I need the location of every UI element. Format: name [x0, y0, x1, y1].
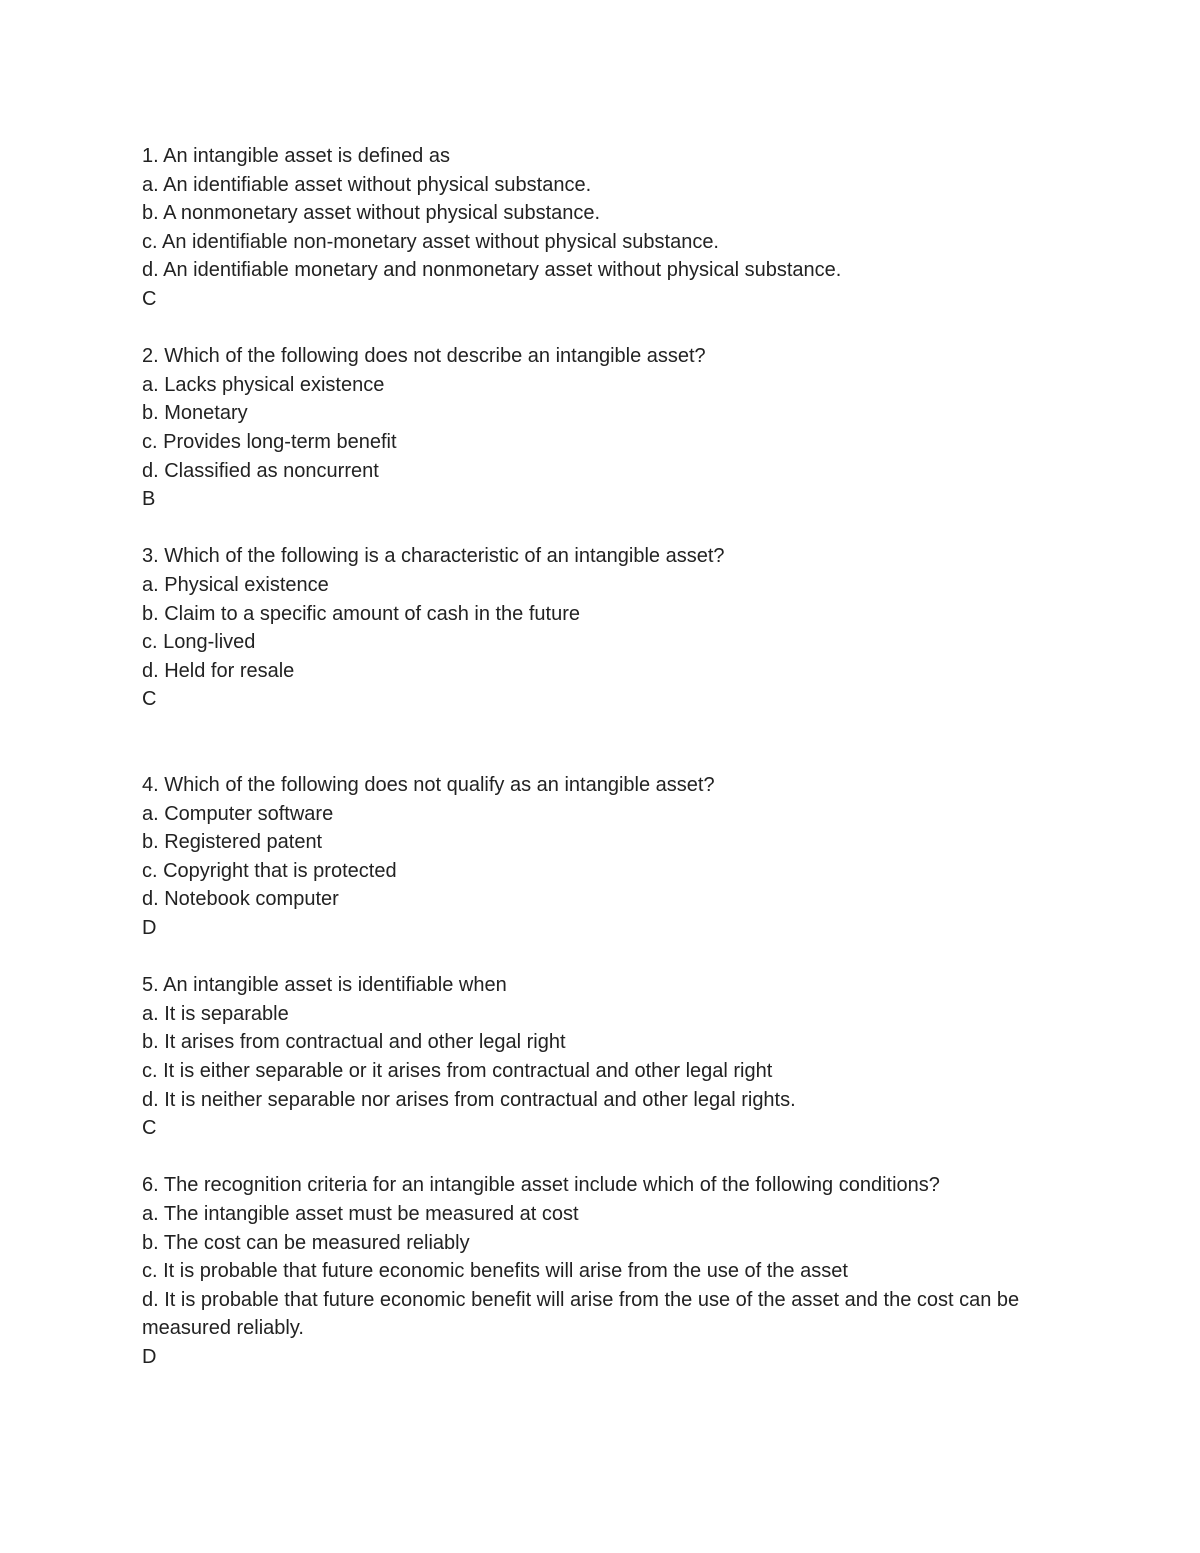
document-content [142, 142, 1042, 1372]
option-d: d. It is neither separable nor arises from contractual and other legal rights. [142, 1088, 796, 1111]
question-block-3 [142, 542, 1042, 714]
option-b: b. Monetary [142, 402, 248, 425]
spacer [142, 714, 1042, 771]
option-b: b. Registered patent [142, 831, 323, 854]
question-text: 3. Which of the following is a characteristic of an intangible asset? [142, 545, 725, 568]
question-block-4 [142, 771, 1042, 943]
option-c: c. Provides long-term benefit [142, 430, 397, 453]
question-text: 1. An intangible asset is defined as [142, 145, 450, 167]
option-a: a. It is separable [142, 1002, 289, 1025]
option-a: a. Computer software [142, 802, 334, 825]
question-text: 5. An intangible asset is identifiable when [142, 974, 507, 997]
answer: D [142, 1345, 157, 1368]
question-block-2 [142, 342, 1042, 514]
option-c: c. It is probable that future economic benefits will arise from the use of the asset [142, 1260, 848, 1283]
option-d: d. Held for resale [142, 659, 295, 682]
option-c: c. It is either separable or it arises from contractual and other legal right [142, 1060, 773, 1082]
spacer [142, 314, 1042, 343]
option-b: b. The cost can be measured reliably [142, 1231, 470, 1254]
option-d: d. Classified as noncurrent [142, 459, 379, 482]
option-a: a. Physical existence [142, 573, 329, 596]
answer: B [142, 488, 156, 511]
question-block-5 [142, 971, 1042, 1143]
question-block-6 [142, 1171, 1042, 1371]
spacer [142, 1143, 1042, 1172]
spacer [142, 943, 1042, 972]
option-a: a. An identifiable asset without physical substance. [142, 173, 592, 196]
option-b: b. Claim to a specific amount of cash in the future [142, 602, 580, 625]
option-a: a. Lacks physical existence [142, 373, 385, 396]
answer: C [142, 688, 157, 711]
option-d: d. Notebook computer [142, 888, 339, 911]
question-block-1 [142, 142, 1042, 314]
answer: C [142, 287, 157, 310]
option-d: d. An identifiable monetary and nonmonetary asset without physical substance. [142, 259, 842, 282]
option-a: a. The intangible asset must be measured at cost [142, 1202, 579, 1225]
answer: D [142, 917, 157, 940]
option-c: c. Long-lived [142, 631, 256, 654]
question-text: 6. The recognition criteria for an intangible asset include which of the following conditions? [142, 1174, 940, 1197]
spacer [142, 514, 1042, 543]
option-d: d. It is probable that future economic benefit will arise from the use of the asset and the cost can be measured reliably. [142, 1288, 1020, 1340]
option-c: c. An identifiable non-monetary asset without physical substance. [142, 230, 719, 253]
option-b: b. A nonmonetary asset without physical substance. [142, 202, 601, 225]
option-b: b. It arises from contractual and other legal right [142, 1031, 566, 1054]
answer: C [142, 1117, 157, 1140]
option-c: c. Copyright that is protected [142, 859, 397, 882]
question-text: 2. Which of the following does not describe an intangible asset? [142, 345, 706, 368]
question-text: 4. Which of the following does not qualify as an intangible asset? [142, 774, 715, 797]
